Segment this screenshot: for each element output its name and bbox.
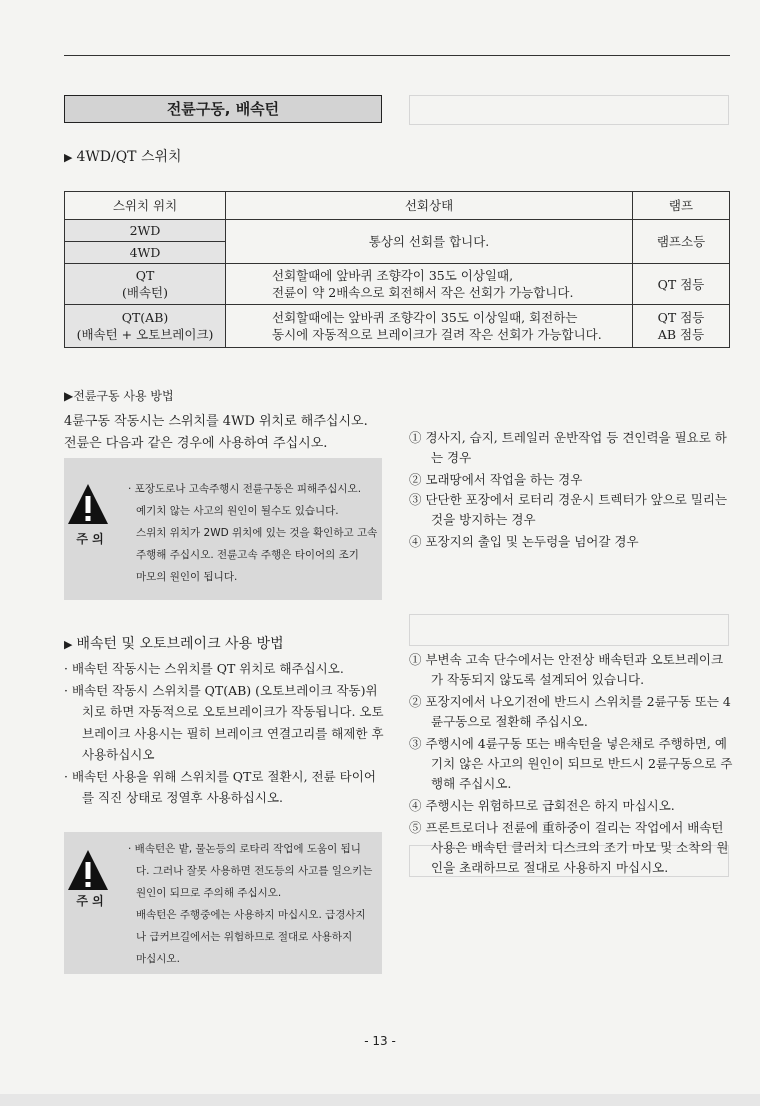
qt-lamp: QT 점등 bbox=[633, 264, 730, 305]
table-row bbox=[65, 305, 730, 348]
scan-edge bbox=[0, 1094, 760, 1106]
position-qtab-line1: QT(AB) bbox=[121, 310, 169, 325]
triangle-bullet-icon: ▶ bbox=[64, 151, 73, 164]
triangle-bullet-icon: ▶ bbox=[64, 638, 73, 651]
caution-label: 주 의 bbox=[76, 894, 104, 908]
show-through-box bbox=[409, 95, 729, 125]
section-title: 전륜구동, 배속턴 bbox=[64, 95, 382, 123]
position-qt bbox=[65, 264, 226, 305]
warning-triangle-icon bbox=[66, 848, 110, 892]
header-switch-position: 스위치 위치 bbox=[65, 192, 226, 220]
list-item: ③ 단단한 포장에서 로터리 경운시 트렉터가 앞으로 밀리는 것을 방지하는 경우 bbox=[409, 492, 728, 527]
list-item: ① 부변속 고속 단수에서는 안전상 배속턴과 오토브레이크가 작동되지 않도록 설계되어 있습니다. bbox=[409, 652, 724, 687]
list-item: ② 모래땅에서 작업을 하는 경우 bbox=[409, 472, 583, 487]
qtab-desc-line2: 동시에 자동적으로 브레이크가 걸려 작은 선회가 가능합니다. bbox=[272, 327, 602, 342]
caution-text bbox=[128, 478, 378, 588]
front-drive-line1: 4륜구동 작동시는 스위치를 4WD 위치로 해주십시오. bbox=[64, 414, 368, 429]
qt-notes bbox=[409, 650, 735, 878]
normal-turn-desc: 통상의 선회를 합니다. bbox=[226, 220, 633, 264]
table-row bbox=[65, 264, 730, 305]
front-drive-line2: 전륜은 다음과 같은 경우에 사용하여 주십시오. bbox=[64, 436, 328, 451]
qtab-desc-line1: 선회할때에는 앞바퀴 조향각이 35도 이상일때, 회전하는 bbox=[272, 310, 578, 325]
caution-line: 마십시오. bbox=[136, 953, 180, 965]
qtab-lamp-line1: QT 점등 bbox=[657, 310, 705, 325]
switch-heading-text: 4WD/QT 스위치 bbox=[76, 149, 182, 165]
list-item: · 배속턴 작동시 스위치를 QT(AB) (오토브레이크 작동)위치로 하면 자동적으로 오토브레이크가 작동됩니다. 오토브레이크 사용시는 필히 브레이크 연결고리를 해제한 후 사용하십시오 bbox=[64, 682, 384, 762]
caution-line: 배속턴은 주행중에는 사용하지 마십시오. 급경사지 bbox=[136, 909, 366, 921]
caution-line: · 포장도로나 고속주행시 전륜구동은 피해주십시오. bbox=[128, 483, 362, 495]
front-drive-title: ▶전륜구동 사용 방법 bbox=[64, 389, 174, 403]
position-4wd: 4WD bbox=[65, 242, 226, 264]
caution-label: 주 의 bbox=[76, 532, 104, 546]
list-item: · 배속턴 작동시는 스위치를 QT 위치로 해주십시오. bbox=[64, 661, 344, 676]
front-drive-cases bbox=[409, 428, 735, 552]
caution-line: 다. 그러나 잘못 사용하면 전도등의 사고를 일으키는 bbox=[136, 865, 373, 877]
position-2wd: 2WD bbox=[65, 220, 226, 242]
header-rule bbox=[64, 55, 730, 56]
caution-line: 마모의 원인이 됩니다. bbox=[136, 571, 238, 583]
qtab-desc bbox=[226, 305, 633, 348]
switch-table bbox=[64, 191, 730, 348]
qt-section-title: 배속턴 및 오토브레이크 사용 방법 bbox=[76, 636, 284, 652]
qt-section-bullets bbox=[64, 658, 386, 809]
table-row bbox=[65, 220, 730, 242]
caution-line: 주행해 주십시오. 전륜고속 주행은 타이어의 조기 bbox=[136, 549, 359, 561]
position-qt-line2: (배속턴) bbox=[122, 285, 168, 300]
list-item: ⑤ 프론트로더나 전륜에 重하중이 걸리는 작업에서 배속턴 사용은 배속턴 클러치 디스크의 조기 마모 및 소착의 원인을 초래하므로 절대로 사용하지 마십시오. bbox=[409, 820, 729, 875]
caution-box-qt bbox=[64, 832, 382, 974]
position-qt-line1: QT bbox=[135, 268, 155, 283]
caution-line: 원인이 되므로 주의해 주십시오. bbox=[136, 887, 282, 899]
qt-desc bbox=[226, 264, 633, 305]
qtab-lamp-line2: AB 점등 bbox=[657, 327, 705, 342]
lamp-off: 램프소등 bbox=[633, 220, 730, 264]
list-item: ③ 주행시에 4륜구동 또는 배속턴을 넣은채로 주행하면, 예기치 않은 사고의 원인이 되므로 반드시 2륜구동으로 주행해 주십시오. bbox=[409, 736, 733, 791]
list-item: ④ 주행시는 위험하므로 급회전은 하지 마십시오. bbox=[409, 798, 675, 813]
qt-section-heading bbox=[64, 633, 284, 653]
caution-line: 나 급커브길에서는 위험하므로 절대로 사용하지 bbox=[136, 931, 353, 943]
qtab-lamp bbox=[633, 305, 730, 348]
caution-line: 스위치 위치가 2WD 위치에 있는 것을 확인하고 고속 bbox=[136, 527, 378, 539]
qt-desc-line2: 전륜이 약 2배속으로 회전해서 작은 선회가 가능합니다. bbox=[272, 285, 574, 300]
caution-line: · 배속턴은 밭, 물논등의 로타리 작업에 도움이 됩니 bbox=[128, 843, 361, 855]
caution-box-front-drive bbox=[64, 458, 382, 600]
header-lamp: 램프 bbox=[633, 192, 730, 220]
position-qtab bbox=[65, 305, 226, 348]
switch-heading bbox=[64, 146, 182, 166]
table-header-row bbox=[65, 192, 730, 220]
warning-triangle-icon bbox=[66, 482, 110, 526]
page-number: - 13 - bbox=[364, 1034, 396, 1048]
qt-desc-line1: 선회할때에 앞바퀴 조향각이 35도 이상일때, bbox=[272, 268, 514, 283]
position-qtab-line2: (배속턴 + 오토브레이크) bbox=[76, 327, 214, 342]
caution-text bbox=[128, 838, 378, 970]
header-turn-state: 선회상태 bbox=[226, 192, 633, 220]
list-item: ① 경사지, 습지, 트레일러 운반작업 등 견인력을 필요로 하는 경우 bbox=[409, 430, 727, 465]
list-item: ④ 포장지의 출입 및 논두렁을 넘어갈 경우 bbox=[409, 534, 639, 549]
caution-line: 예기치 않는 사고의 원인이 될수도 있습니다. bbox=[136, 505, 339, 517]
show-through-box bbox=[409, 614, 729, 646]
list-item: · 배속턴 사용을 위해 스위치를 QT로 절환시, 전륜 타이어를 직진 상태로 정열후 사용하십시오. bbox=[64, 768, 376, 805]
list-item: ② 포장지에서 나오기전에 반드시 스위치를 2륜구동 또는 4륜구동으로 절환해 주십시오. bbox=[409, 694, 731, 729]
